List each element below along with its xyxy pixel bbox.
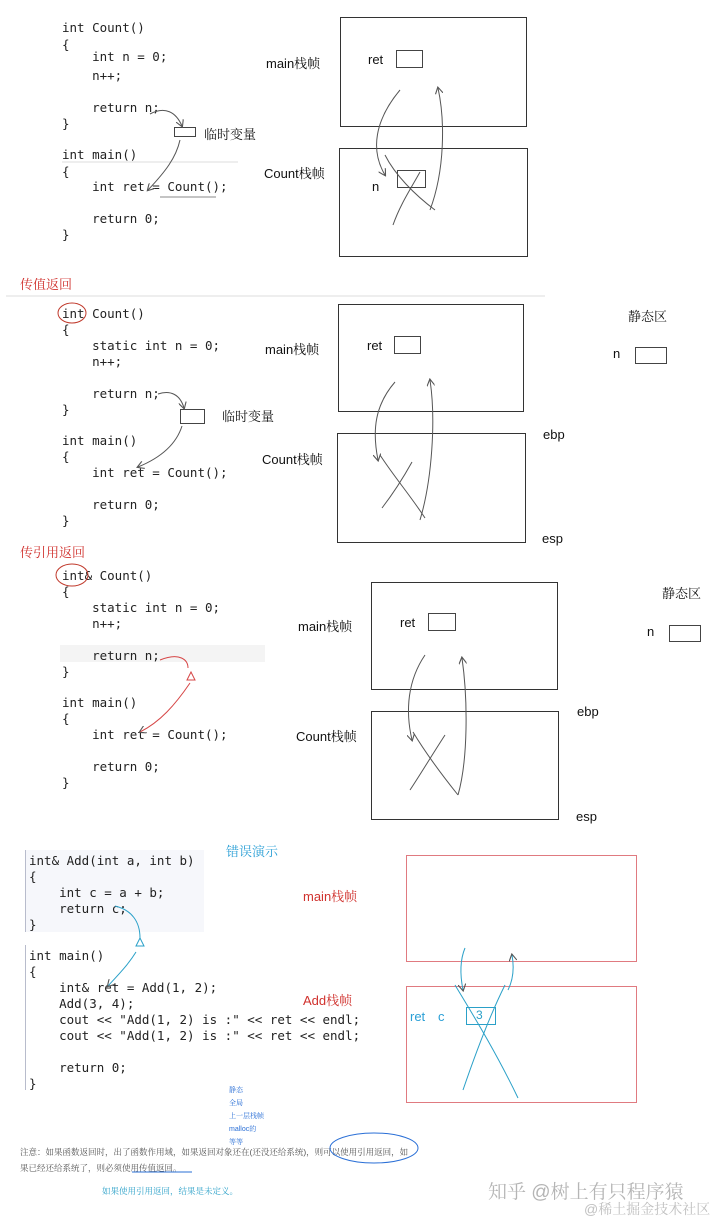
code-line: return 0; (62, 211, 160, 226)
code-line: int& Add(int a, int b) (29, 853, 195, 868)
code-line: { (62, 711, 70, 726)
highlight-circle (58, 303, 86, 323)
c-label: c (438, 1009, 445, 1024)
code-line: } (62, 116, 70, 131)
static-area-label: 静态区 (662, 586, 702, 601)
ebp-label: ebp (577, 704, 599, 719)
highlight-circle (56, 564, 88, 586)
cross-stroke (380, 455, 425, 518)
section-title: 错误演示 (226, 844, 279, 859)
code-line: { (62, 37, 70, 52)
esp-label: esp (576, 809, 597, 824)
note-line: malloc的 (229, 1126, 257, 1133)
code-line: return n; (62, 100, 160, 115)
arrow (108, 952, 136, 986)
arrow (148, 140, 180, 190)
code-line: { (62, 164, 70, 179)
code-line: } (62, 402, 70, 417)
code-line: return 0; (29, 1060, 127, 1075)
note-line: 上一层栈帧 (229, 1113, 264, 1120)
ret-label: ret (367, 338, 383, 353)
code-line: return 0; (62, 497, 160, 512)
arrow (408, 655, 425, 740)
code-line: } (62, 513, 70, 528)
section-title: 传引用返回 (20, 545, 86, 560)
code-line: return c; (29, 901, 127, 916)
arrow (160, 657, 188, 668)
code-line: int ret = Count(); (62, 727, 228, 742)
arrow (140, 683, 190, 732)
code-line: int& Count() (62, 568, 153, 583)
n-label: n (372, 179, 380, 194)
arrow (150, 110, 182, 126)
code-line: int Count() (62, 20, 145, 35)
main-frame-label: main栈帧 (266, 56, 321, 71)
n-label: n (613, 346, 621, 361)
code-line: n++; (62, 354, 123, 369)
code-line: int main() (62, 695, 138, 710)
note-line: 静态 (229, 1087, 243, 1094)
code-line: int c = a + b; (29, 885, 165, 900)
cross-stroke (382, 462, 412, 508)
code-line: { (62, 449, 70, 464)
ebp-label: ebp (543, 427, 565, 442)
note-line: 全局 (229, 1100, 243, 1107)
code-line: { (29, 964, 37, 979)
main-frame-label: main栈帧 (303, 889, 358, 904)
code-line: Add(3, 4); (29, 996, 135, 1011)
main-frame-label: main栈帧 (298, 619, 353, 634)
watermark-text: @稀土掘金技术社区 (584, 1201, 711, 1217)
code-line: cout << "Add(1, 2) is :" << ret << endl; (29, 1028, 361, 1043)
temp-var-label: 临时变量 (204, 127, 257, 142)
code-line: int Count() (62, 306, 145, 321)
code-line: n++; (62, 616, 123, 631)
code-line: { (29, 869, 37, 884)
code-line: n++; (62, 68, 123, 83)
highlight-circle (330, 1133, 418, 1163)
note-text: 果已经还给系统了，则必须使用传值返回。 (20, 1163, 182, 1173)
delta-mark (136, 938, 144, 946)
cross-stroke (393, 172, 420, 225)
arrow (458, 658, 466, 795)
cross-stroke (413, 732, 458, 795)
note-text: 如果使用引用返回，结果是未定义。 (102, 1186, 239, 1196)
code-line: int ret = Count(); (62, 179, 228, 194)
code-line: int main() (62, 433, 138, 448)
cross-stroke (385, 155, 435, 210)
arrow (377, 90, 400, 175)
code-line: } (62, 664, 70, 679)
count-frame-label: Count栈帧 (296, 729, 357, 744)
add-frame-label: Add栈帧 (303, 993, 353, 1008)
code-line: int n = 0; (62, 49, 168, 64)
cross-stroke (410, 735, 445, 790)
code-line: return 0; (62, 759, 160, 774)
temp-var-label: 临时变量 (222, 409, 275, 424)
code-line: } (29, 917, 37, 932)
cross-stroke (463, 985, 505, 1090)
arrow (420, 380, 433, 520)
code-line: static int n = 0; (62, 338, 221, 353)
code-line: int main() (29, 948, 105, 963)
code-line: { (62, 322, 70, 337)
note-text: 注意：如果函数返回时，出了函数作用域，如果返回对象还在(还没还给系统)，则可以使用引用返回，如 (20, 1147, 409, 1157)
n-label: n (647, 624, 655, 639)
section-title: 传值返回 (20, 277, 73, 292)
arrow (138, 426, 182, 467)
code-line: int& ret = Add(1, 2); (29, 980, 218, 995)
ret-label: ret (410, 1009, 426, 1024)
arrow (461, 948, 465, 990)
esp-label: esp (542, 531, 563, 546)
code-line: } (29, 1076, 37, 1091)
c-slot-value: 3 (476, 1008, 483, 1022)
arrow (508, 955, 513, 990)
note-line: 等等 (229, 1139, 243, 1146)
code-line: return n; (62, 648, 160, 663)
ret-label: ret (368, 52, 384, 67)
arrow (430, 88, 443, 210)
code-line: int main() (62, 147, 138, 162)
code-line: cout << "Add(1, 2) is :" << ret << endl; (29, 1012, 361, 1027)
ret-label: ret (400, 615, 416, 630)
code-line: static int n = 0; (62, 600, 221, 615)
code-line: { (62, 584, 70, 599)
count-frame-label: Count栈帧 (262, 452, 323, 467)
delta-mark (187, 672, 195, 680)
count-frame-label: Count栈帧 (264, 166, 325, 181)
arrow (375, 382, 395, 460)
code-line: return n; (62, 386, 160, 401)
cross-stroke (455, 985, 518, 1098)
code-line: } (62, 775, 70, 790)
arrow (115, 906, 140, 938)
main-frame-label: main栈帧 (265, 342, 320, 357)
arrow (158, 393, 184, 408)
static-area-label: 静态区 (628, 309, 668, 324)
watermark-text: 知乎 @树上有只程序猿 (488, 1182, 684, 1203)
code-line: } (62, 227, 70, 242)
code-line: int ret = Count(); (62, 465, 228, 480)
